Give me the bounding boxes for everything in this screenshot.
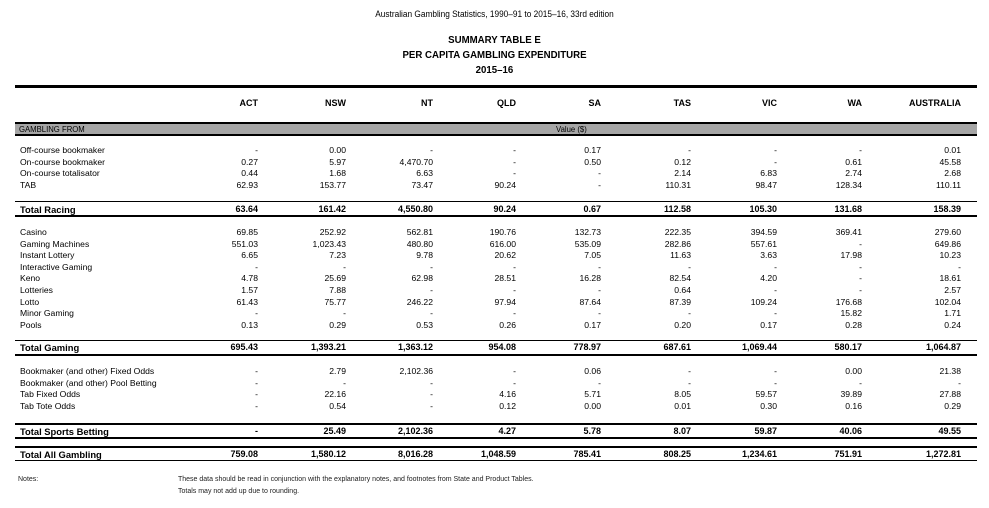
- column-header-vic: VIC: [761, 98, 777, 108]
- cell-tas: 687.61: [663, 342, 691, 352]
- total-sports-row: [15, 426, 977, 437]
- cell-tas: 808.25: [663, 449, 691, 459]
- cell-tas: -: [688, 261, 691, 272]
- cell-qld: 97.94: [494, 296, 516, 307]
- row-label: On-course totalisator: [20, 168, 100, 179]
- cell-sa: -: [598, 377, 601, 388]
- cell-australia: 1.71: [944, 308, 961, 319]
- row-label: Total Sports Betting: [20, 426, 109, 437]
- note-line-1: These data should be read in conjunction with the explanatory notes, and footnotes from State and Product Tables.: [178, 476, 534, 483]
- cell-australia: -: [958, 261, 961, 272]
- cell-australia: 102.04: [934, 296, 961, 307]
- cell-australia: 158.39: [933, 204, 961, 214]
- cell-qld: 954.08: [488, 342, 516, 352]
- cell-wa: 131.68: [834, 204, 862, 214]
- cell-tas: 222.35: [664, 227, 691, 237]
- column-header-australia: AUSTRALIA: [909, 98, 961, 108]
- cell-vic: 6.83: [760, 168, 777, 179]
- cell-sa: 0.06: [584, 366, 601, 376]
- cell-nsw: 0.54: [329, 400, 346, 411]
- cell-qld: 28.51: [494, 273, 516, 284]
- cell-act: 759.08: [230, 449, 258, 459]
- cell-nsw: 75.77: [324, 296, 346, 307]
- row-label: Gaming Machines: [20, 238, 90, 249]
- cell-act: 63.64: [235, 204, 258, 214]
- cell-sa: 785.41: [573, 449, 601, 459]
- cell-vic: -: [774, 366, 777, 376]
- cell-australia: 45.58: [939, 156, 961, 167]
- cell-australia: 0.24: [944, 319, 961, 330]
- cell-wa: 0.28: [845, 319, 862, 330]
- cell-act: 695.43: [230, 342, 258, 352]
- cell-qld: 4.16: [499, 389, 516, 400]
- band-unit: Value ($): [556, 124, 587, 134]
- cell-sa: 5.78: [583, 426, 601, 436]
- total-racing-row: [15, 204, 977, 215]
- cell-nt: -: [430, 389, 433, 400]
- cell-nt: -: [430, 145, 433, 155]
- cell-qld: -: [513, 366, 516, 376]
- cell-tas: 2.14: [674, 168, 691, 179]
- top-rule: [15, 85, 977, 88]
- cell-nsw: 1,580.12: [310, 449, 346, 459]
- cell-sa: 0.17: [584, 145, 601, 155]
- cell-nsw: 25.69: [324, 273, 346, 284]
- cell-qld: -: [513, 261, 516, 272]
- cell-nsw: 153.77: [319, 179, 346, 190]
- cell-nt: 246.22: [406, 296, 433, 307]
- table-row: [15, 239, 977, 250]
- cell-vic: -: [774, 308, 777, 319]
- cell-tas: -: [688, 145, 691, 155]
- band-label: GAMBLING FROM: [19, 124, 85, 134]
- cell-nsw: 5.97: [329, 156, 346, 167]
- cell-wa: 17.98: [840, 250, 862, 261]
- table-row: [15, 180, 977, 191]
- column-header-nt: NT: [421, 98, 433, 108]
- table-row: [15, 389, 977, 400]
- cell-wa: 128.34: [835, 179, 862, 190]
- cell-sa: 0.17: [584, 319, 601, 330]
- cell-wa: 580.17: [834, 342, 862, 352]
- cell-vic: 59.87: [754, 426, 777, 436]
- cell-nsw: 7.88: [329, 285, 346, 295]
- rule-thin: [15, 201, 977, 202]
- cell-nt: -: [430, 400, 433, 411]
- cell-act: 61.43: [236, 296, 258, 307]
- row-label: Minor Gaming: [20, 308, 74, 319]
- table-row: [15, 378, 977, 389]
- cell-sa: 778.97: [573, 342, 601, 352]
- cell-qld: 0.26: [499, 319, 516, 330]
- cell-vic: 105.30: [749, 204, 777, 214]
- rule-thick: [15, 446, 977, 448]
- cell-act: -: [255, 308, 258, 319]
- cell-vic: 0.17: [760, 319, 777, 330]
- cell-nt: 4,550.80: [397, 204, 433, 214]
- rule-thick: [15, 215, 977, 217]
- cell-nsw: 7.23: [329, 250, 346, 261]
- cell-vic: 59.57: [755, 389, 777, 400]
- cell-nsw: 1.68: [329, 168, 346, 179]
- cell-act: 551.03: [231, 238, 258, 249]
- cell-vic: -: [774, 261, 777, 272]
- note-line-2: Totals may not add up due to rounding.: [178, 488, 300, 495]
- notes-label: Notes:: [18, 476, 39, 483]
- cell-tas: 282.86: [664, 238, 691, 249]
- cell-sa: 132.73: [574, 227, 601, 237]
- cell-australia: 2.57: [944, 285, 961, 295]
- cell-wa: 0.16: [845, 400, 862, 411]
- cell-nt: 480.80: [406, 238, 433, 249]
- cell-australia: 110.11: [935, 179, 961, 190]
- cell-nt: 62.98: [411, 273, 433, 284]
- cell-act: -: [255, 377, 258, 388]
- cell-australia: -: [958, 377, 961, 388]
- cell-tas: 11.63: [670, 250, 691, 261]
- cell-qld: -: [513, 156, 516, 167]
- cell-sa: 535.09: [574, 238, 601, 249]
- cell-vic: 1,234.61: [741, 449, 777, 459]
- table-row: [15, 401, 977, 412]
- cell-australia: 2.68: [944, 168, 961, 179]
- row-label: Casino: [20, 227, 47, 237]
- cell-nsw: 2.79: [329, 366, 346, 376]
- row-label: On-course bookmaker: [20, 156, 106, 167]
- cell-australia: 279.60: [934, 227, 961, 237]
- cell-nsw: -: [343, 261, 346, 272]
- row-label: Bookmaker (and other) Pool Betting: [20, 377, 157, 388]
- cell-nt: 9.78: [416, 250, 433, 261]
- cell-wa: 369.41: [835, 227, 862, 237]
- rule-thin: [15, 340, 977, 341]
- table-year: 2015–16: [475, 64, 514, 76]
- row-label: Keno: [20, 273, 41, 284]
- cell-qld: -: [513, 285, 516, 295]
- table-row: [15, 262, 977, 273]
- total-all-gambling-row: [15, 449, 977, 460]
- section-band: [15, 122, 977, 136]
- cell-qld: -: [513, 377, 516, 388]
- cell-wa: 0.61: [845, 156, 862, 167]
- cell-sa: 16.28: [579, 273, 601, 284]
- cell-act: -: [255, 145, 258, 155]
- column-header-sa: SA: [588, 98, 601, 108]
- cell-act: -: [255, 261, 258, 272]
- table-row: [15, 227, 977, 238]
- cell-nsw: 25.49: [323, 426, 346, 436]
- column-header-wa: WA: [847, 98, 862, 108]
- cell-qld: 4.27: [498, 426, 516, 436]
- row-label: Pools: [20, 319, 42, 330]
- cell-vic: 98.47: [755, 179, 777, 190]
- table-row: [15, 250, 977, 261]
- cell-tas: -: [688, 366, 691, 376]
- row-label: Interactive Gaming: [20, 261, 93, 272]
- table-row: [15, 157, 977, 168]
- cell-vic: -: [774, 156, 777, 167]
- cell-tas: 0.12: [674, 156, 691, 167]
- rule-thick: [15, 354, 977, 356]
- cell-qld: 90.24: [494, 179, 516, 190]
- cell-nt: 1,363.12: [397, 342, 433, 352]
- row-label: Tab Fixed Odds: [20, 389, 81, 400]
- column-header-tas: TAS: [673, 98, 691, 108]
- row-label: Lotteries: [20, 285, 53, 295]
- cell-act: 0.27: [241, 156, 258, 167]
- cell-act: -: [255, 366, 258, 376]
- cell-wa: -: [859, 145, 862, 155]
- rule-thick: [15, 437, 977, 439]
- cell-tas: 8.05: [674, 389, 691, 400]
- cell-vic: 557.61: [750, 238, 777, 249]
- cell-vic: 4.20: [760, 273, 777, 284]
- cell-nsw: 1,023.43: [312, 238, 346, 249]
- cell-sa: 7.05: [584, 250, 601, 261]
- cell-act: 69.85: [236, 227, 258, 237]
- cell-sa: 0.00: [584, 400, 601, 411]
- cell-sa: 5.71: [584, 389, 601, 400]
- cell-act: -: [255, 400, 258, 411]
- cell-wa: 0.00: [845, 366, 862, 376]
- cell-wa: 751.91: [834, 449, 862, 459]
- cell-act: 0.13: [241, 319, 258, 330]
- cell-qld: -: [513, 168, 516, 179]
- rule-thin: [15, 460, 977, 461]
- cell-vic: 1,069.44: [741, 342, 777, 352]
- cell-nsw: 252.92: [319, 227, 346, 237]
- row-label: Total Gaming: [20, 342, 80, 353]
- cell-vic: -: [774, 285, 777, 295]
- cell-qld: 20.62: [494, 250, 516, 261]
- cell-wa: 176.68: [835, 296, 862, 307]
- cell-sa: 87.64: [579, 296, 601, 307]
- cell-nsw: 0.29: [329, 319, 346, 330]
- cell-australia: 27.88: [939, 389, 961, 400]
- publication-title: Australian Gambling Statistics, 1990–91 to 2015–16, 33rd edition: [375, 9, 614, 19]
- cell-australia: 49.55: [938, 426, 961, 436]
- cell-tas: 82.54: [669, 273, 691, 284]
- cell-nsw: 0.00: [329, 145, 346, 155]
- cell-act: 1.57: [241, 285, 258, 295]
- cell-sa: 0.67: [583, 204, 601, 214]
- cell-nsw: 1,393.21: [310, 342, 346, 352]
- cell-vic: -: [774, 377, 777, 388]
- table-subtitle: PER CAPITA GAMBLING EXPENDITURE: [402, 49, 587, 61]
- cell-nt: 6.63: [416, 168, 433, 179]
- cell-sa: -: [598, 179, 601, 190]
- cell-australia: 0.01: [944, 145, 961, 155]
- cell-sa: 0.50: [584, 156, 601, 167]
- cell-sa: -: [598, 261, 601, 272]
- cell-australia: 649.86: [934, 238, 961, 249]
- row-label: Total All Gambling: [20, 449, 102, 460]
- cell-sa: -: [598, 308, 601, 319]
- cell-wa: -: [859, 377, 862, 388]
- cell-vic: 3.63: [760, 250, 777, 261]
- cell-tas: 8.07: [673, 426, 691, 436]
- cell-qld: 1,048.59: [480, 449, 516, 459]
- cell-nsw: 161.42: [318, 204, 346, 214]
- cell-nt: 0.53: [416, 319, 433, 330]
- cell-wa: 39.89: [840, 389, 862, 400]
- cell-qld: 190.76: [489, 227, 516, 237]
- cell-nt: -: [430, 377, 433, 388]
- cell-wa: -: [859, 261, 862, 272]
- row-label: Tab Tote Odds: [20, 400, 76, 411]
- cell-vic: 394.59: [750, 227, 777, 237]
- total-gaming-row: [15, 342, 977, 353]
- cell-wa: 40.06: [839, 426, 862, 436]
- column-header-act: ACT: [239, 98, 258, 108]
- table-row: [15, 308, 977, 319]
- cell-qld: 0.12: [499, 400, 516, 411]
- table-row: [15, 366, 977, 377]
- cell-tas: -: [688, 377, 691, 388]
- cell-nsw: -: [343, 308, 346, 319]
- row-label: Bookmaker (and other) Fixed Odds: [20, 366, 155, 376]
- cell-tas: 87.39: [669, 296, 691, 307]
- cell-australia: 10.23: [939, 250, 961, 261]
- table-title: SUMMARY TABLE E: [448, 34, 541, 46]
- row-label: Total Racing: [20, 204, 76, 215]
- cell-act: 6.65: [241, 250, 258, 261]
- cell-tas: 0.20: [674, 319, 691, 330]
- row-label: Off-course bookmaker: [20, 145, 105, 155]
- cell-act: 62.93: [236, 179, 258, 190]
- cell-qld: 90.24: [493, 204, 516, 214]
- cell-nt: 4,470.70: [399, 156, 433, 167]
- cell-sa: -: [598, 168, 601, 179]
- cell-act: 0.44: [241, 168, 258, 179]
- table-row: [15, 297, 977, 308]
- column-header-nsw: NSW: [325, 98, 346, 108]
- cell-act: -: [255, 426, 258, 436]
- cell-australia: 1,064.87: [925, 342, 961, 352]
- cell-qld: -: [513, 145, 516, 155]
- cell-australia: 0.29: [944, 400, 961, 411]
- cell-australia: 1,272.81: [925, 449, 961, 459]
- cell-act: -: [255, 389, 258, 400]
- cell-tas: -: [688, 308, 691, 319]
- cell-vic: -: [774, 145, 777, 155]
- cell-tas: 0.01: [674, 400, 691, 411]
- cell-nt: 2,102.36: [399, 366, 433, 376]
- column-header-qld: QLD: [497, 98, 516, 108]
- cell-qld: 616.00: [489, 238, 516, 249]
- cell-australia: 18.61: [939, 273, 961, 284]
- cell-nt: -: [430, 308, 433, 319]
- cell-vic: 109.24: [750, 296, 777, 307]
- cell-nt: 2,102.36: [397, 426, 433, 436]
- cell-wa: -: [859, 273, 862, 284]
- cell-wa: 15.82: [840, 308, 862, 319]
- rule-thick: [15, 423, 977, 425]
- table-row: [15, 285, 977, 296]
- cell-tas: 112.58: [663, 204, 691, 214]
- cell-nsw: -: [343, 377, 346, 388]
- cell-sa: -: [598, 285, 601, 295]
- table-row: [15, 145, 977, 156]
- cell-wa: -: [859, 285, 862, 295]
- cell-nt: 562.81: [406, 227, 433, 237]
- cell-nt: 8,016.28: [397, 449, 433, 459]
- table-row: [15, 273, 977, 284]
- cell-nsw: 22.16: [324, 389, 346, 400]
- cell-vic: 0.30: [760, 400, 777, 411]
- cell-nt: -: [430, 261, 433, 272]
- cell-act: 4.78: [241, 273, 258, 284]
- table-row: [15, 320, 977, 331]
- cell-tas: 0.64: [674, 285, 691, 295]
- row-label: Instant Lottery: [20, 250, 75, 261]
- cell-nt: -: [430, 285, 433, 295]
- table-row: [15, 168, 977, 179]
- cell-wa: -: [859, 238, 862, 249]
- row-label: Lotto: [20, 296, 40, 307]
- cell-australia: 21.38: [939, 366, 961, 376]
- cell-wa: 2.74: [845, 168, 862, 179]
- cell-qld: -: [513, 308, 516, 319]
- cell-nt: 73.47: [411, 179, 433, 190]
- cell-tas: 110.31: [665, 179, 691, 190]
- row-label: TAB: [20, 179, 37, 190]
